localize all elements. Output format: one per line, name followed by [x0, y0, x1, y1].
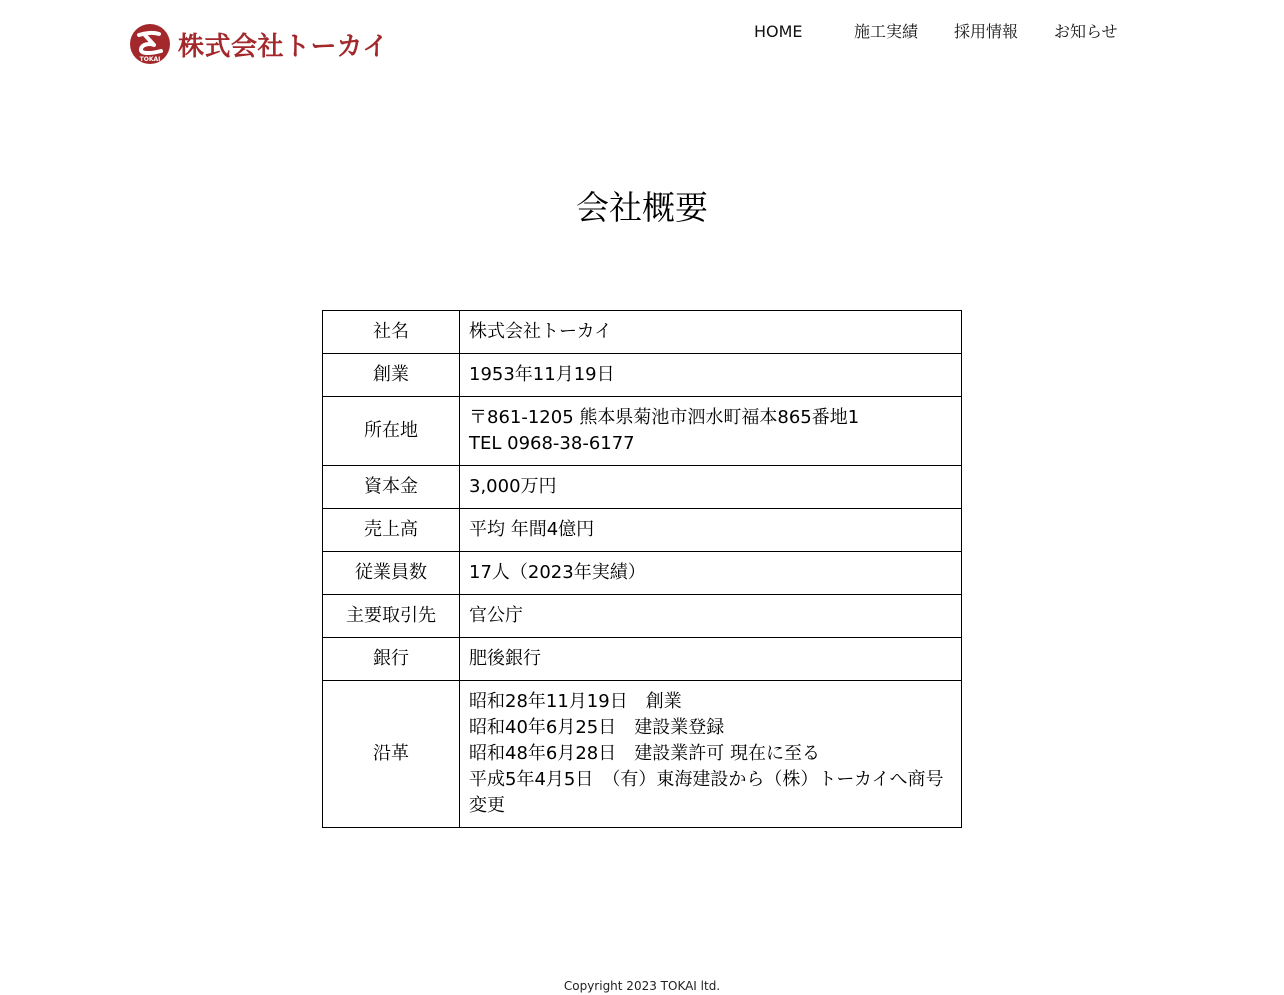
row-label: 創業	[323, 354, 460, 397]
row-value-line: 官公庁	[469, 605, 523, 626]
nav-works[interactable]: 施工実績	[854, 22, 919, 41]
table-row	[323, 466, 962, 509]
page-title: 会社概要	[576, 188, 708, 227]
row-value	[460, 595, 962, 638]
row-label: 沿革	[323, 681, 460, 828]
row-value	[460, 354, 962, 397]
row-value	[460, 552, 962, 595]
row-value-line: 昭和40年6月25日 建設業登録	[469, 717, 725, 738]
row-value-line: 3,000万円	[469, 476, 557, 497]
logo-text: 株式会社トーカイ	[178, 31, 389, 62]
row-value-line: TEL 0968-38-6177	[469, 433, 635, 454]
site-header	[0, 0, 1284, 80]
row-label: 資本金	[323, 466, 460, 509]
row-value-line: 肥後銀行	[469, 648, 541, 669]
company-profile-table	[322, 310, 962, 828]
table-row	[323, 311, 962, 354]
row-label: 銀行	[323, 638, 460, 681]
row-value-line: 17人（2023年実績）	[469, 562, 646, 583]
table-row	[323, 509, 962, 552]
row-label: 主要取引先	[323, 595, 460, 638]
row-label: 従業員数	[323, 552, 460, 595]
table-row	[323, 681, 962, 828]
nav-recruit[interactable]: 採用情報	[954, 22, 1019, 41]
row-value-line: 〒861-1205 熊本県菊池市泗水町福本865番地1	[469, 407, 860, 428]
nav-home[interactable]: HOME	[754, 22, 803, 41]
row-value	[460, 311, 962, 354]
table-row	[323, 354, 962, 397]
row-value	[460, 509, 962, 552]
copyright-text: Copyright 2023 TOKAI ltd.	[563, 979, 721, 993]
row-value-line: 1953年11月19日	[469, 364, 615, 385]
row-value-line: 昭和48年6月28日 建設業許可 現在に至る	[469, 743, 820, 764]
row-value	[460, 638, 962, 681]
row-label: 所在地	[323, 397, 460, 466]
table-row	[323, 595, 962, 638]
row-value-line: 平均 年間4億円	[469, 519, 595, 540]
row-label: 売上高	[323, 509, 460, 552]
row-value	[460, 397, 962, 466]
table-row	[323, 638, 962, 681]
row-value-line: 昭和28年11月19日 創業	[469, 691, 682, 712]
row-value	[460, 681, 962, 828]
main-nav	[0, 20, 1284, 46]
site-footer	[0, 977, 1284, 995]
row-label: 社名	[323, 311, 460, 354]
nav-news[interactable]: お知らせ	[1054, 22, 1118, 41]
table-row	[323, 552, 962, 595]
logo-mark-text: TOKAI	[139, 56, 161, 63]
table-row	[323, 397, 962, 466]
row-value-line: 平成5年4月5日 （有）東海建設から（株）トーカイへ商号変更	[469, 769, 944, 816]
row-value-line: 株式会社トーカイ	[469, 321, 613, 342]
row-value	[460, 466, 962, 509]
